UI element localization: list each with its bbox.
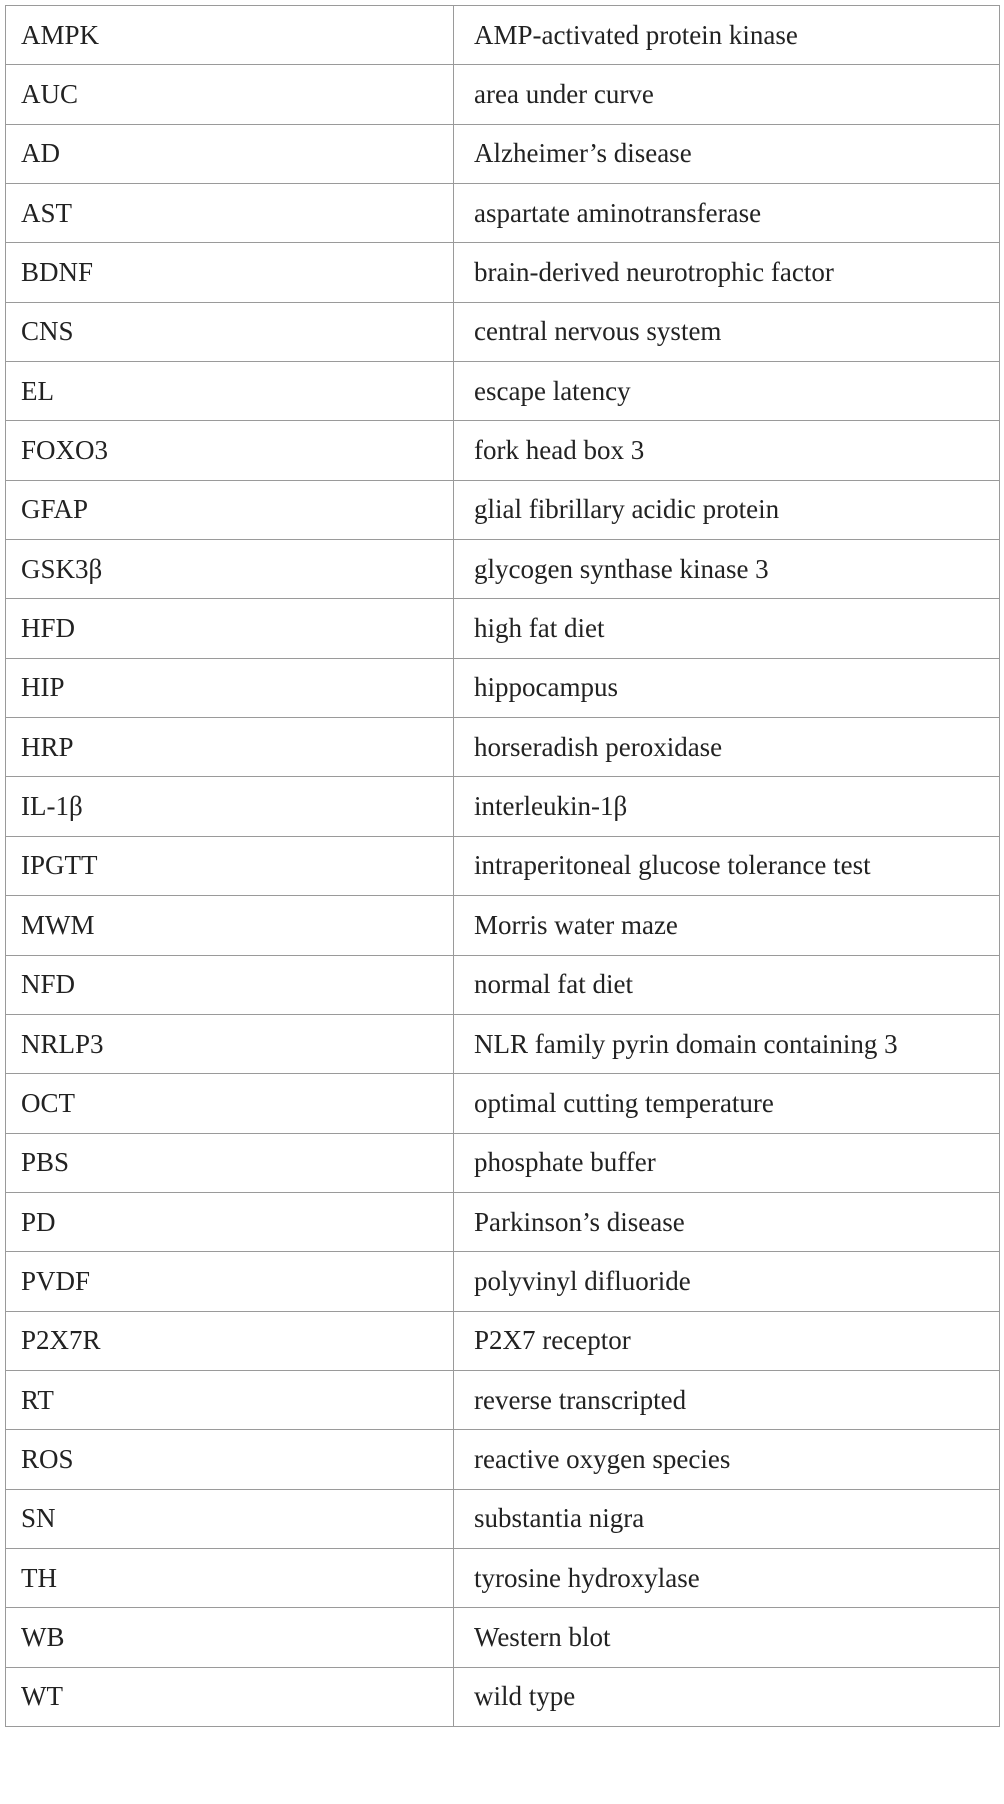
abbreviation-term: NRLP3 — [6, 1014, 454, 1073]
abbreviation-term: BDNF — [6, 243, 454, 302]
abbreviation-definition: tyrosine hydroxylase — [454, 1548, 1000, 1607]
abbreviation-definition: Alzheimer’s disease — [454, 124, 1000, 183]
abbreviation-definition: polyvinyl difluoride — [454, 1252, 1000, 1311]
table-row — [6, 362, 1000, 421]
table-row — [6, 896, 1000, 955]
abbreviation-definition: reactive oxygen species — [454, 1430, 1000, 1489]
table-row — [6, 1430, 1000, 1489]
abbreviation-term: RT — [6, 1370, 454, 1429]
table-row — [6, 1252, 1000, 1311]
abbreviations-table — [5, 5, 1000, 1727]
abbreviation-term: GSK3β — [6, 540, 454, 599]
abbreviation-term: WB — [6, 1608, 454, 1667]
abbreviation-term: SN — [6, 1489, 454, 1548]
abbreviation-term: P2X7R — [6, 1311, 454, 1370]
table-row — [6, 777, 1000, 836]
abbreviation-definition: escape latency — [454, 362, 1000, 421]
abbreviation-definition: central nervous system — [454, 302, 1000, 361]
abbreviation-term: GFAP — [6, 480, 454, 539]
table-row — [6, 955, 1000, 1014]
abbreviation-definition: glial fibrillary acidic protein — [454, 480, 1000, 539]
table-row — [6, 480, 1000, 539]
abbreviation-definition: phosphate buffer — [454, 1133, 1000, 1192]
abbreviation-definition: reverse transcripted — [454, 1370, 1000, 1429]
abbreviation-term: ROS — [6, 1430, 454, 1489]
table-row — [6, 421, 1000, 480]
abbreviation-term: HIP — [6, 658, 454, 717]
table-row — [6, 658, 1000, 717]
abbreviation-term: MWM — [6, 896, 454, 955]
table-row — [6, 599, 1000, 658]
abbreviation-term: HRP — [6, 718, 454, 777]
table-row — [6, 1014, 1000, 1073]
table-row — [6, 1370, 1000, 1429]
abbreviation-definition: Parkinson’s disease — [454, 1192, 1000, 1251]
abbreviation-definition: AMP-activated protein kinase — [454, 6, 1000, 65]
abbreviation-term: HFD — [6, 599, 454, 658]
abbreviations-table-body — [6, 6, 1000, 1727]
abbreviation-term: WT — [6, 1667, 454, 1726]
abbreviation-definition: normal fat diet — [454, 955, 1000, 1014]
table-row — [6, 1548, 1000, 1607]
abbreviation-term: NFD — [6, 955, 454, 1014]
abbreviation-definition: optimal cutting temperature — [454, 1074, 1000, 1133]
table-row — [6, 540, 1000, 599]
table-row — [6, 1489, 1000, 1548]
abbreviation-definition: NLR family pyrin domain containing 3 — [454, 1014, 1000, 1073]
abbreviation-definition: high fat diet — [454, 599, 1000, 658]
table-row — [6, 1133, 1000, 1192]
abbreviation-definition: horseradish peroxidase — [454, 718, 1000, 777]
abbreviation-definition: hippocampus — [454, 658, 1000, 717]
abbreviation-term: CNS — [6, 302, 454, 361]
abbreviation-term: AD — [6, 124, 454, 183]
table-row — [6, 302, 1000, 361]
table-row — [6, 243, 1000, 302]
abbreviation-term: PBS — [6, 1133, 454, 1192]
abbreviation-term: AUC — [6, 65, 454, 124]
abbreviation-definition: P2X7 receptor — [454, 1311, 1000, 1370]
abbreviation-term: AST — [6, 184, 454, 243]
abbreviation-definition: area under curve — [454, 65, 1000, 124]
abbreviation-definition: intraperitoneal glucose tolerance test — [454, 836, 1000, 895]
abbreviation-definition: Western blot — [454, 1608, 1000, 1667]
abbreviation-definition: fork head box 3 — [454, 421, 1000, 480]
table-row — [6, 65, 1000, 124]
table-row — [6, 1608, 1000, 1667]
abbreviation-definition: wild type — [454, 1667, 1000, 1726]
abbreviation-term: EL — [6, 362, 454, 421]
abbreviation-term: IL-1β — [6, 777, 454, 836]
abbreviation-term: PVDF — [6, 1252, 454, 1311]
abbreviation-definition: glycogen synthase kinase 3 — [454, 540, 1000, 599]
table-row — [6, 124, 1000, 183]
abbreviation-term: PD — [6, 1192, 454, 1251]
table-row — [6, 836, 1000, 895]
table-row — [6, 1074, 1000, 1133]
abbreviation-term: AMPK — [6, 6, 454, 65]
table-row — [6, 6, 1000, 65]
table-row — [6, 184, 1000, 243]
abbreviation-definition: substantia nigra — [454, 1489, 1000, 1548]
abbreviation-definition: Morris water maze — [454, 896, 1000, 955]
abbreviation-definition: brain-derived neurotrophic factor — [454, 243, 1000, 302]
abbreviation-term: FOXO3 — [6, 421, 454, 480]
abbreviation-term: OCT — [6, 1074, 454, 1133]
abbreviation-definition: interleukin-1β — [454, 777, 1000, 836]
abbreviation-term: IPGTT — [6, 836, 454, 895]
table-row — [6, 1192, 1000, 1251]
abbreviation-definition: aspartate aminotransferase — [454, 184, 1000, 243]
abbreviation-term: TH — [6, 1548, 454, 1607]
table-row — [6, 1311, 1000, 1370]
table-row — [6, 1667, 1000, 1726]
table-row — [6, 718, 1000, 777]
